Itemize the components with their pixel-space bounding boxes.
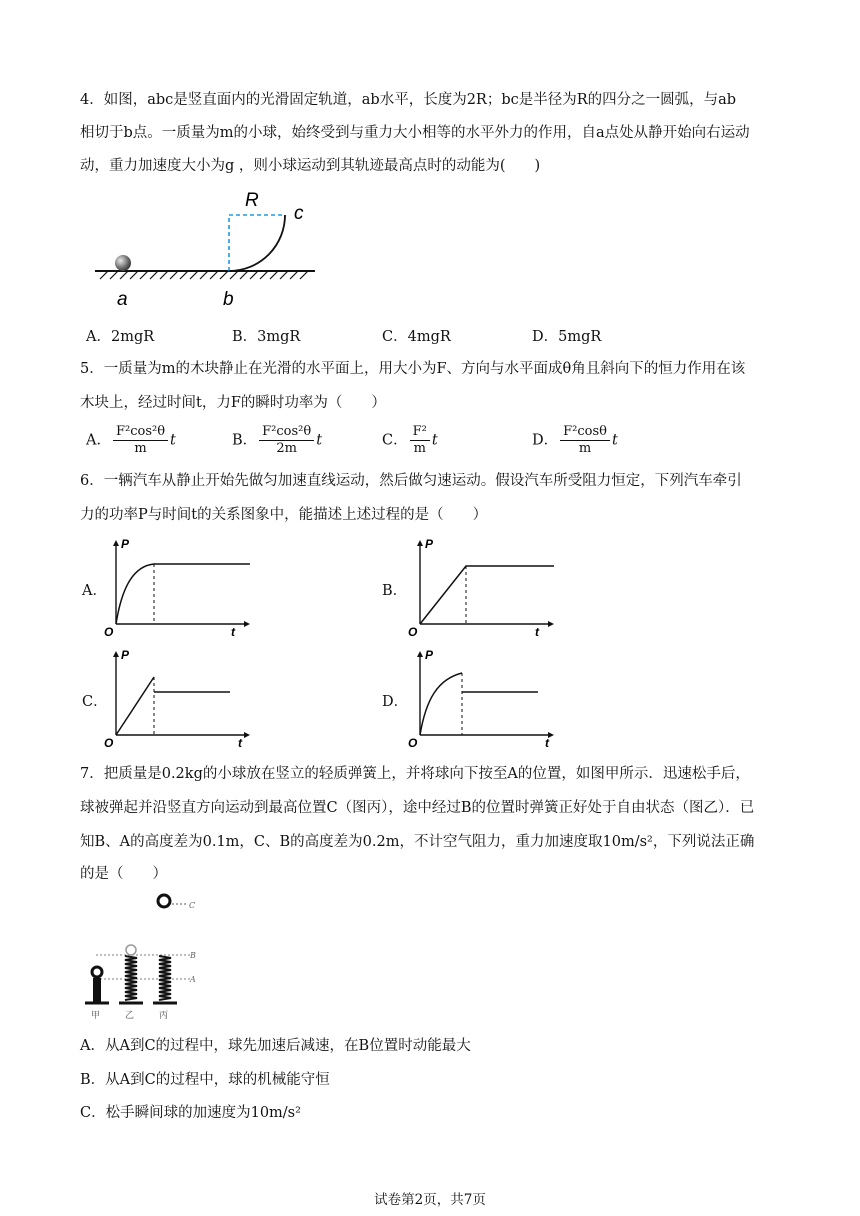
q4-track-figure <box>90 185 330 310</box>
q7-text-line1: 7．把质量是0.2kg的小球放在竖立的轻质弹簧上，并将球向下按至A的位置，如图甲所示．迅速松手后， <box>80 766 750 782</box>
q5-option-c-denominator: m <box>413 441 426 456</box>
q7-label-C: C <box>189 901 196 910</box>
q6-graph-d-label-t: t <box>545 736 549 750</box>
q6-graph-b-curve <box>420 566 554 624</box>
q6-graph-b-x-arrow <box>548 621 554 627</box>
q5-option-d-fraction <box>560 424 610 457</box>
q6-text-line2: 力的功率P与时间t的关系图象中，能描述上述过程的是（ ） <box>80 507 488 523</box>
q4-text-line3: 动，重力加速度大小为g ，则小球运动到其轨迹最高点时的动能为( ) <box>80 158 541 174</box>
q6-graph-d <box>408 647 558 749</box>
q6-option-c[interactable]: C． <box>82 694 108 710</box>
q7-spring-bing <box>159 956 171 1000</box>
q6-graph-d-label-O: O <box>408 736 418 750</box>
q6-graph-d-label-P: P <box>425 648 434 662</box>
q4-label-c: c <box>294 203 304 224</box>
q5-option-a-numerator: F²cos²θ <box>113 424 168 441</box>
q6-graph-c <box>104 647 254 749</box>
q4-arc <box>229 215 285 271</box>
q7-spring-yi <box>125 956 137 1000</box>
q4-option-a[interactable]: A．2mgR <box>86 329 155 345</box>
q5-option-b-letter: B． <box>232 432 258 449</box>
q4-ball <box>115 255 131 271</box>
q5-option-b-numerator: F²cos²θ <box>259 424 314 441</box>
q4-option-b[interactable]: B．3mgR <box>232 329 301 345</box>
q7-ball-jia <box>92 967 102 977</box>
q5-text-line2: 木块上，经过时间t，力F的瞬时功率为（ ） <box>80 395 386 411</box>
q6-graph-b-label-t: t <box>535 625 539 639</box>
q5-option-c-fraction <box>410 424 430 457</box>
q6-graph-c-label-P: P <box>121 648 130 662</box>
q5-option-a[interactable] <box>86 424 176 457</box>
q4-label-R: R <box>245 190 259 211</box>
q6-graph-a <box>104 536 254 638</box>
q7-label-A: A <box>190 975 196 984</box>
q7-text-line2: 球被弹起并沿竖直方向运动到最高位置C（图丙），途中经过B的位置时弹簧正好处于自由状态（图乙）．已 <box>80 800 755 816</box>
q5-option-d-letter: D． <box>532 432 559 449</box>
q6-graph-b-label-O: O <box>408 625 418 639</box>
q5-option-b[interactable] <box>232 424 322 457</box>
q5-option-b-tail: t <box>316 432 323 449</box>
q6-graph-d-rise <box>420 673 462 735</box>
q5-text-line1: 5．一质量为m的木块静止在光滑的水平面上，用大小为F、方向与水平面成θ角且斜向下的恒力作用在该 <box>80 361 746 377</box>
q5-option-c[interactable] <box>382 424 438 457</box>
q6-graph-b <box>408 536 558 638</box>
q5-option-c-numerator: F² <box>410 424 430 441</box>
q5-option-d-denominator: m <box>578 441 592 456</box>
q5-option-c-letter: C． <box>382 432 408 449</box>
q5-option-d-numerator: F²cosθ <box>560 424 610 441</box>
q6-graph-a-label-t: t <box>231 625 235 639</box>
q6-option-a[interactable]: A． <box>82 583 107 599</box>
q7-ball-yi <box>126 945 136 955</box>
q4-text-line2: 相切于b点。一质量为m的小球，始终受到与重力大小相等的水平外力的作用，自a点处从静开始向右运动 <box>80 125 750 141</box>
q4-label-a: a <box>117 289 128 310</box>
q6-graph-c-label-t: t <box>238 736 242 750</box>
q7-option-b[interactable]: B．从A到C的过程中，球的机械能守恒 <box>80 1072 330 1088</box>
q6-option-d[interactable]: D． <box>382 694 409 710</box>
q4-text-line1: 4．如图，abc是竖直面内的光滑固定轨道，ab水平，长度为2R；bc是半径为R的四分之一圆弧，与ab <box>80 92 737 108</box>
q6-graph-a-curve <box>116 564 250 624</box>
q6-graph-c-rise <box>116 677 154 735</box>
q4-label-b: b <box>223 289 234 310</box>
q5-option-a-denominator: m <box>134 441 147 456</box>
q5-option-a-fraction <box>113 424 168 457</box>
page-footer: 试卷第2页，共7页 <box>374 1192 486 1208</box>
q6-graph-a-x-arrow <box>244 621 250 627</box>
q5-option-d[interactable] <box>532 424 618 457</box>
q4-option-c[interactable]: C．4mgR <box>382 329 451 345</box>
q7-option-a[interactable]: A．从A到C的过程中，球先加速后减速，在B位置时动能最大 <box>80 1038 471 1054</box>
q4-option-d[interactable]: D．5mgR <box>532 329 602 345</box>
q7-text-line3: 知B、A的高度差为0.1m，C、B的高度差为0.2m，不计空气阻力，重力加速度取10m/s²，下列说法正确 <box>80 834 755 850</box>
q5-option-c-tail: t <box>431 432 438 449</box>
q7-spring-figure <box>82 888 222 1028</box>
q7-text-line4: 的是（ ） <box>80 866 167 882</box>
q6-option-b[interactable]: B． <box>382 583 408 599</box>
q5-option-b-fraction <box>259 424 314 457</box>
q7-label-jia: 甲 <box>91 1011 101 1021</box>
q4-ground-hatch <box>100 271 308 279</box>
q5-option-a-tail: t <box>170 432 176 449</box>
q7-label-B: B <box>190 951 196 960</box>
q5-option-d-tail: t <box>611 432 618 449</box>
q7-spring-jia <box>93 978 101 1002</box>
q6-graph-b-label-P: P <box>425 537 434 551</box>
q7-label-bing: 丙 <box>159 1011 169 1021</box>
q6-graph-a-label-P: P <box>121 537 130 551</box>
q6-graph-c-label-O: O <box>104 736 114 750</box>
q4-radius-dashes <box>229 215 285 271</box>
q5-option-a-letter: A． <box>86 432 111 449</box>
q7-ball-c <box>158 895 170 907</box>
q5-option-b-denominator: 2m <box>276 441 297 456</box>
q7-option-c[interactable]: C．松手瞬间球的加速度为10m/s² <box>80 1105 301 1121</box>
q6-graph-a-y-arrow <box>113 540 119 546</box>
q6-text-line1: 6．一辆汽车从静止开始先做匀加速直线运动，然后做匀速运动。假设汽车所受阻力恒定，下列汽车牵引 <box>80 473 742 489</box>
q6-graph-a-label-O: O <box>104 625 114 639</box>
q7-label-yi: 乙 <box>125 1011 135 1021</box>
q6-graph-d-y-arrow <box>417 651 423 657</box>
q6-graph-c-y-arrow <box>113 651 119 657</box>
q6-graph-c-x-arrow <box>244 732 250 738</box>
q6-graph-b-y-arrow <box>417 540 423 546</box>
